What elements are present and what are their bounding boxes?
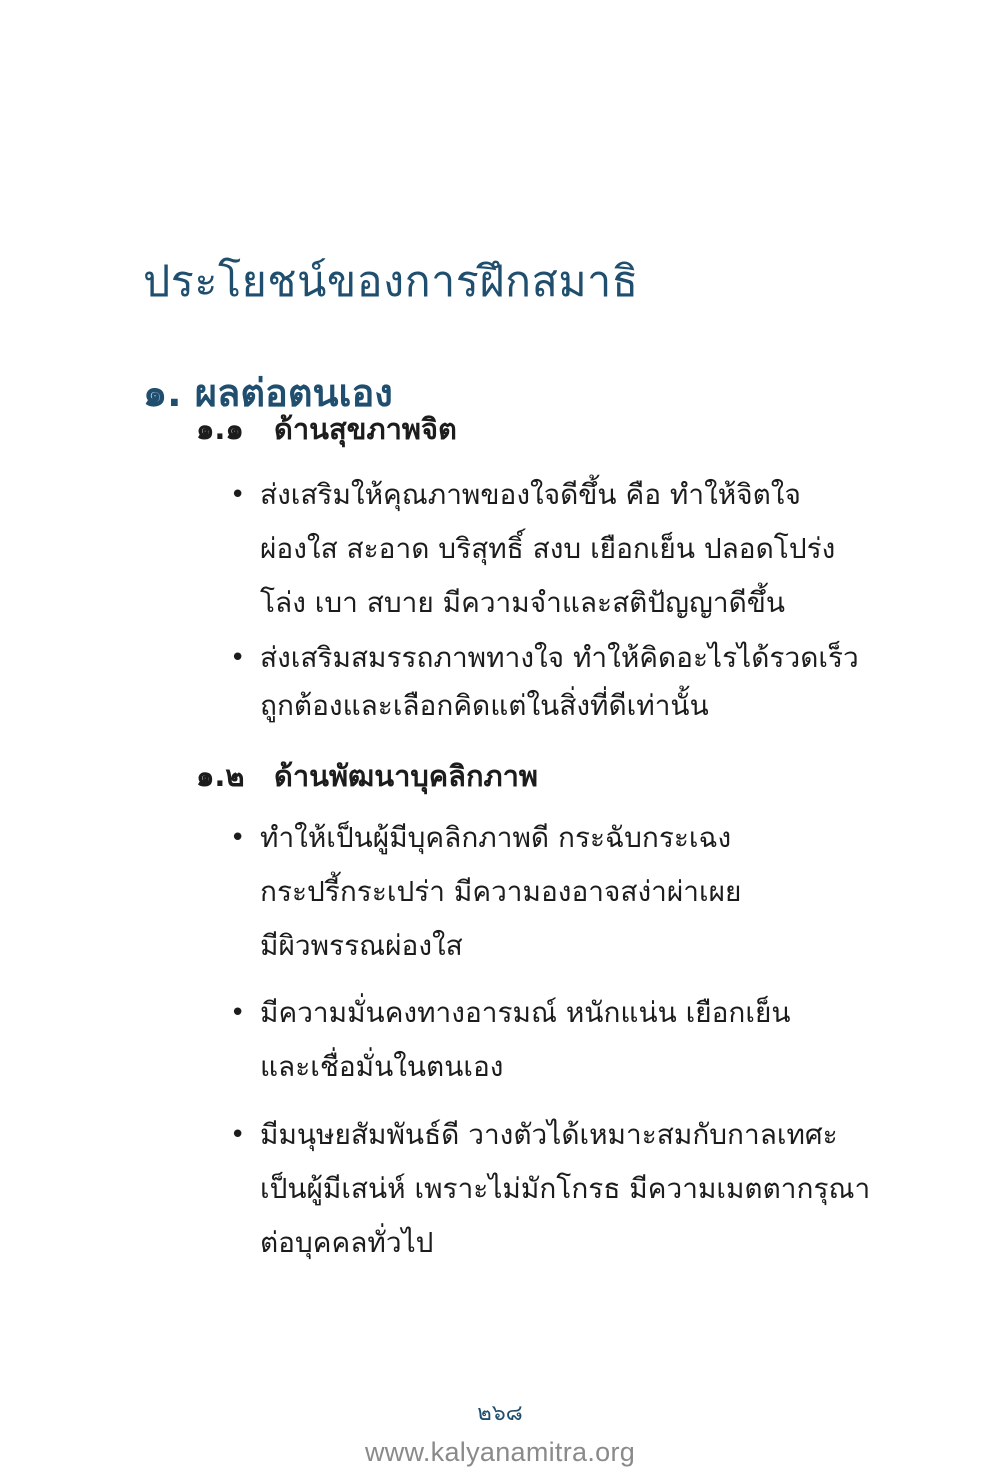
bullet-line: ส่งเสริมสมรรถภาพทางใจ ทำให้คิดอะไรได้รวดเร็ว [260, 641, 859, 674]
bullet-item [230, 986, 860, 1094]
bullet-line: และเชื่อมั่นในตนเอง [260, 1050, 504, 1083]
bullet-dot: • [230, 998, 246, 1028]
bullet-item [230, 634, 860, 730]
bullet-line: มีผิวพรรณผ่องใส [260, 929, 463, 962]
bullet-line: ผ่องใส สะอาด บริสุทธิ์ สงบ เยือกเย็น ปลอดโปร่ง [260, 532, 836, 565]
bullet-dot: • [230, 643, 246, 673]
subsection-heading-mental-health [196, 406, 457, 452]
page-number: ๒๖๘ [477, 1401, 523, 1426]
subsection-label: ด้านสุขภาพจิต [274, 412, 457, 446]
bullet-dot: • [230, 1120, 246, 1150]
bullet-line: ส่งเสริมให้คุณภาพของใจดีขึ้น คือ ทำให้จิตใจ [260, 478, 801, 511]
bullet-item [230, 811, 860, 973]
bullet-dot: • [230, 823, 246, 853]
bullet-line: ถูกต้องและเลือกคิดแต่ในสิ่งที่ดีเท่านั้น [260, 689, 709, 722]
subsection-number: ๑.๒ [196, 759, 245, 793]
bullet-line: มีมนุษยสัมพันธ์ดี วางตัวได้เหมาะสมกับกาลเทศะ [260, 1118, 838, 1151]
section-heading: ๑. ผลต่อตนเอง [143, 370, 393, 415]
bullet-line: เป็นผู้มีเสน่ห์ เพราะไม่มักโกรธ มีความเมตตากรุณา [260, 1172, 871, 1205]
footer-url[interactable]: www.kalyanamitra.org [364, 1437, 636, 1467]
subsection-number: ๑.๑ [196, 412, 244, 446]
bullet-dot: • [230, 480, 246, 510]
bullet-item [230, 1108, 871, 1270]
bullet-line: กระปรี้กระเปร่า มีความองอาจสง่าผ่าเผย [260, 875, 742, 908]
subsection-heading-personality [196, 753, 538, 799]
bullet-line: มีความมั่นคงทางอารมณ์ หนักแน่น เยือกเย็น [260, 996, 791, 1029]
page-title: ประโยชน์ของการฝึกสมาธิ [143, 256, 639, 307]
bullet-line: โล่ง เบา สบาย มีความจำและสติปัญญาดีขึ้น [260, 586, 786, 619]
bullet-item [230, 468, 860, 630]
subsection-label: ด้านพัฒนาบุคลิกภาพ [274, 759, 539, 793]
bullet-line: ต่อบุคคลทั่วไป [260, 1226, 434, 1259]
bullet-line: ทำให้เป็นผู้มีบุคลิกภาพดี กระฉับกระเฉง [260, 821, 732, 854]
